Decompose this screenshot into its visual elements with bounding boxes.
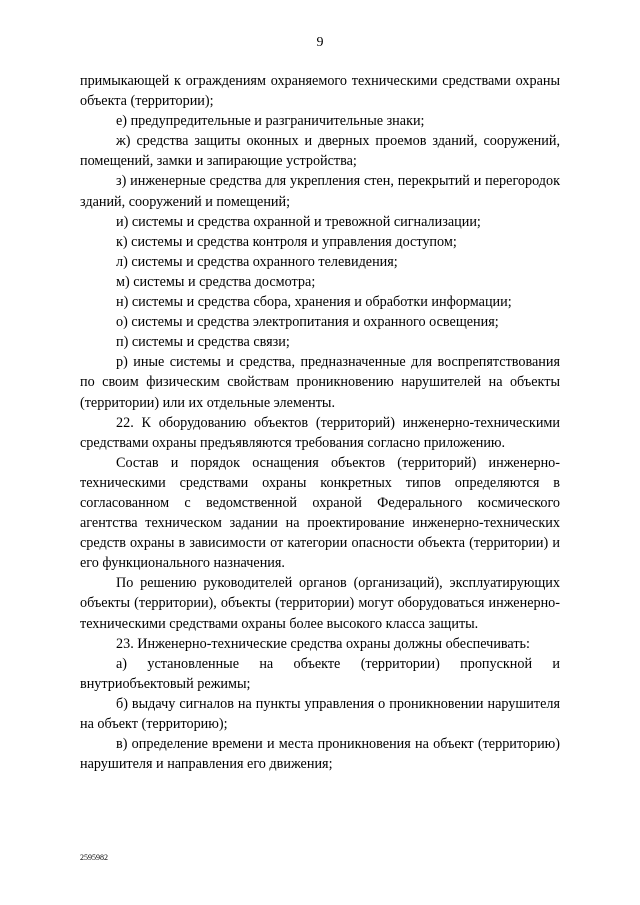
paragraph: примыкающей к ограждениям охраняемого техническими средствами охраны объекта (территории); [80, 73, 560, 110]
paragraph: н) системы и средства сбора, хранения и обработки информации; [116, 294, 512, 311]
paragraph: б) выдачу сигналов на пункты управления о проникновении нарушителя на объект (территорию); [80, 695, 560, 732]
paragraph: ж) средства защиты оконных и дверных проемов зданий, сооружений, помещений, замки и запирающие устройства; [80, 133, 560, 170]
paragraph: л) системы и средства охранного телевидения; [116, 253, 398, 270]
document-id-code: 2595982 [80, 853, 108, 862]
paragraph: м) системы и средства досмотра; [116, 273, 316, 290]
paragraph: е) предупредительные и разграничительные знаки; [116, 113, 425, 130]
page-number: 9 [316, 35, 324, 50]
paragraph: р) иные системы и средства, предназначенные для воспрепятствования по своим физическим свойствам проникновению нарушителей на объекты (территории) или их отдельные элементы. [80, 354, 560, 411]
paragraph: к) системы и средства контроля и управления доступом; [116, 233, 457, 250]
paragraph: п) системы и средства связи; [116, 334, 290, 351]
paragraph: и) системы и средства охранной и тревожной сигнализации; [116, 213, 481, 230]
paragraph: о) системы и средства электропитания и охранного освещения; [116, 314, 499, 331]
document-body [80, 71, 560, 774]
paragraph: з) инженерные средства для укрепления стен, перекрытий и перегородок зданий, сооружений и помещений; [80, 173, 560, 210]
paragraph: По решению руководителей органов (организаций), эксплуатирующих объекты (территории), объекты (территории) могут оборудоваться инженерно-техническими средствами охраны более высокого класса защиты. [80, 575, 560, 632]
paragraph: а) установленные на объекте (территории) пропускной и внутриобъектовый режимы; [80, 655, 560, 692]
paragraph: 23. Инженерно-технические средства охраны должны обеспечивать: [116, 635, 530, 652]
paragraph: 22. К оборудованию объектов (территорий) инженерно-техническими средствами охраны предъявляются требования согласно приложению. [80, 414, 560, 451]
paragraph: Состав и порядок оснащения объектов (территорий) инженерно-техническими средствами охраны конкретных типов определяются в согласованном с ведомственной охраной Федерального космического агентства техническом задании на проектирование инженерно-технических средств охраны в зависимости от категории опасности объекта (территории) и его функционального назначения. [80, 454, 560, 572]
paragraph: в) определение времени и места проникновения на объект (территорию) нарушителя и направления его движения; [80, 736, 560, 773]
